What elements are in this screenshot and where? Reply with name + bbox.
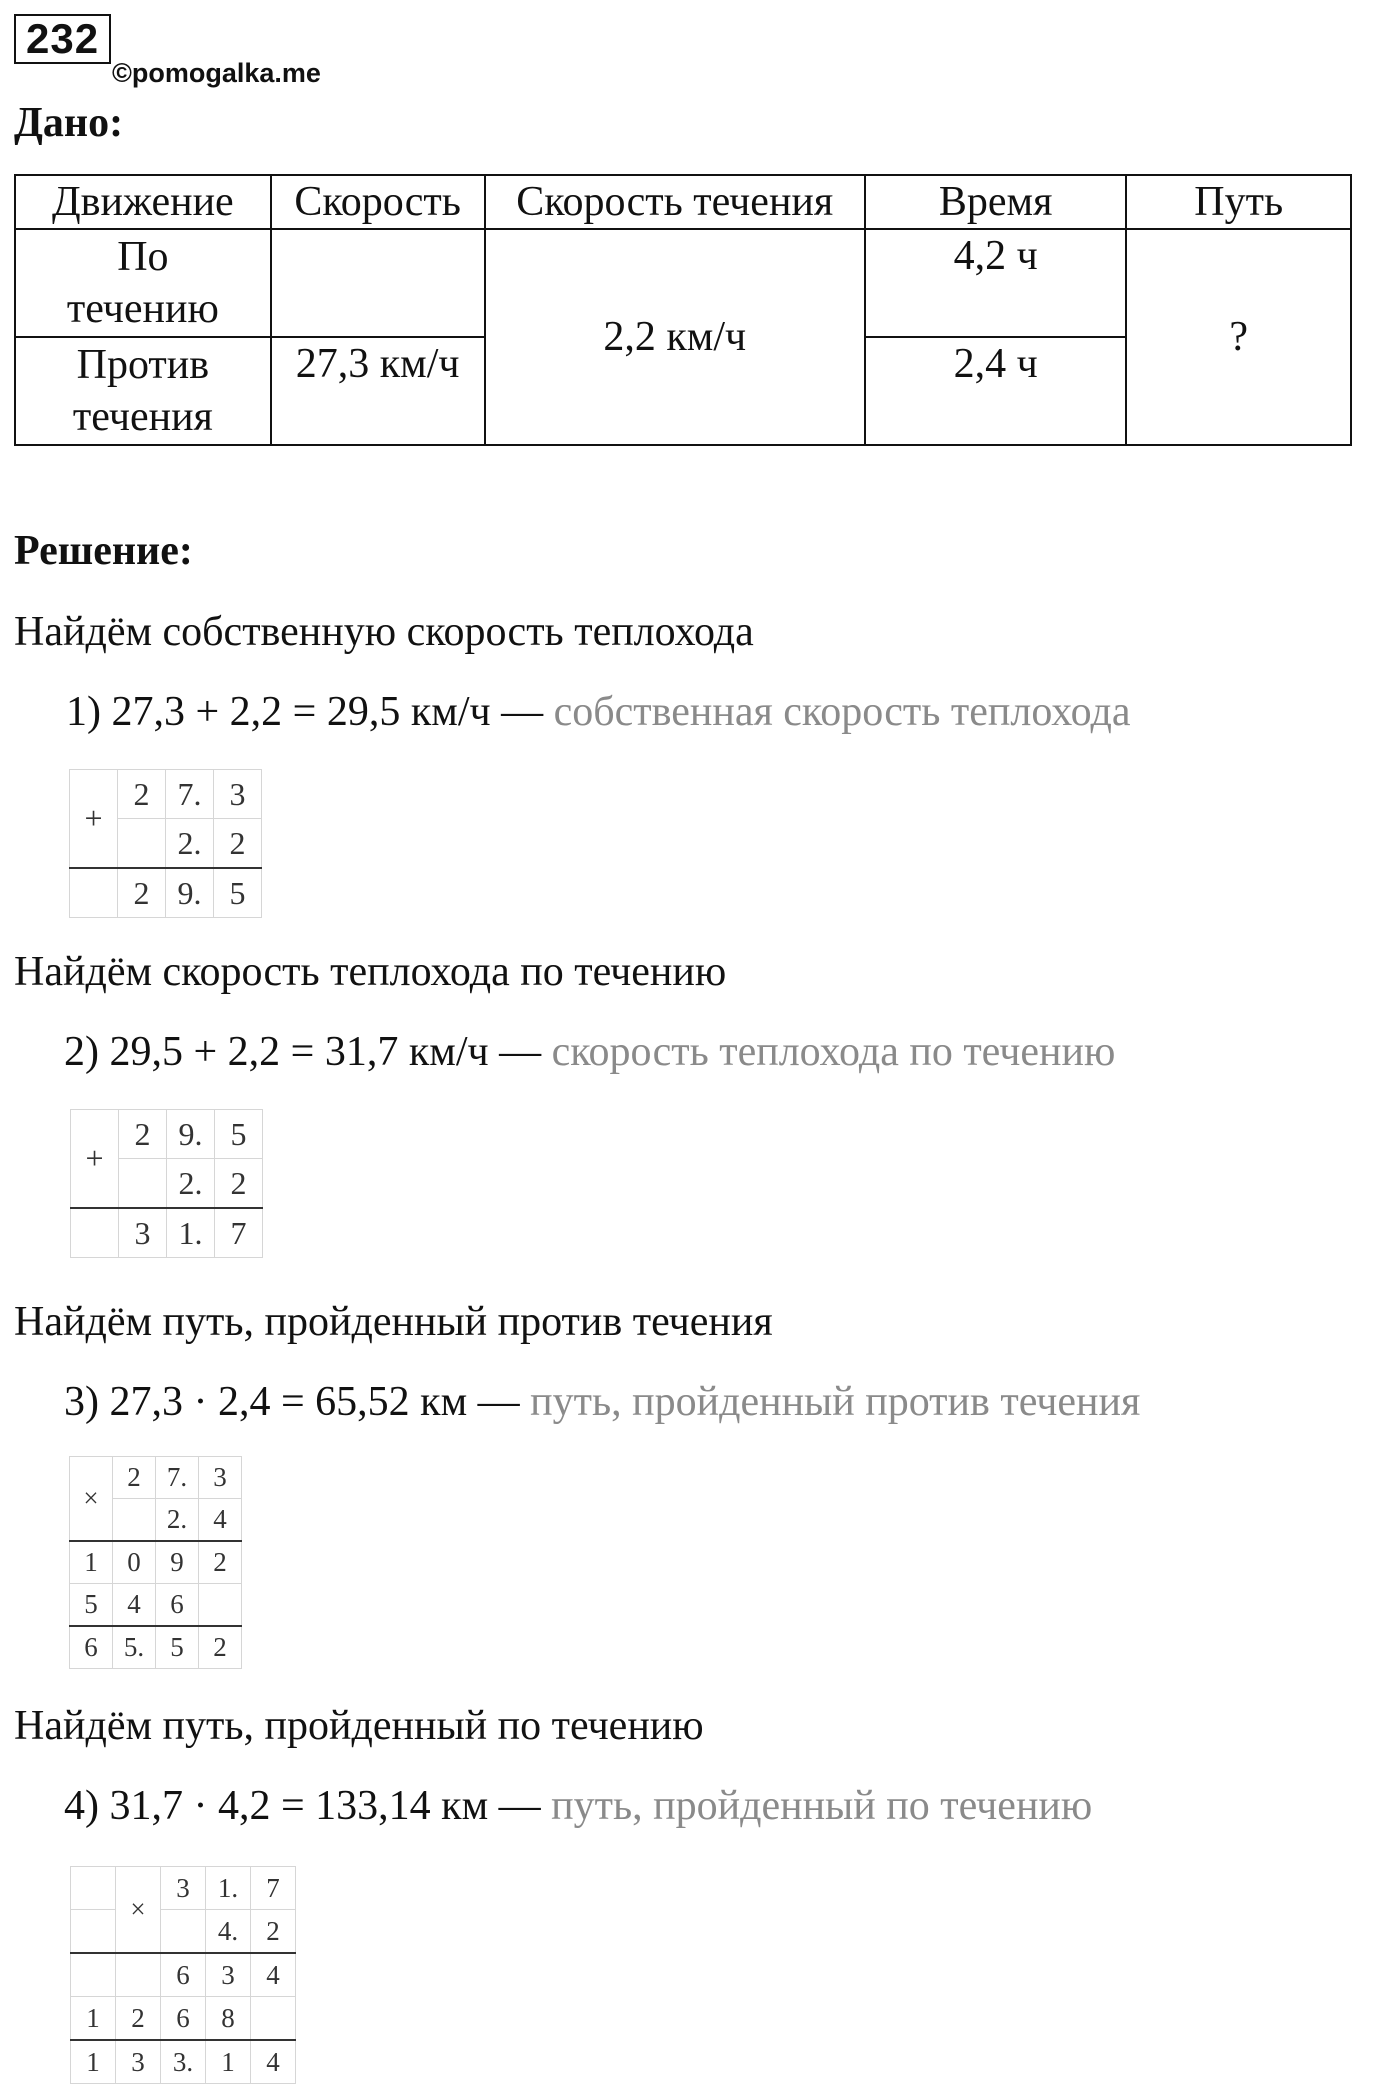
step3-column-calc (69, 1456, 242, 1669)
calc-digit (119, 1159, 167, 1209)
calc-empty (71, 1910, 116, 1954)
task-number: 232 (14, 14, 111, 64)
movement-upstream (15, 337, 271, 445)
calc-digit: 1 (206, 2040, 251, 2084)
calc-digit: 6 (156, 1584, 199, 1627)
calc-digit: 3 (199, 1457, 242, 1499)
time-upstream: 2,4 ч (865, 337, 1127, 445)
calc-row (71, 1867, 296, 1910)
calc-row (70, 1457, 242, 1499)
header-current-speed: Скорость течения (485, 175, 865, 229)
calc-row (70, 1584, 242, 1627)
calc-digit: 9 (156, 1541, 199, 1584)
step4-line (64, 1782, 1092, 1830)
current-speed-cell: 2,2 км/ч (485, 229, 865, 445)
calc-digit: 4 (199, 1499, 242, 1542)
calc-result-row (70, 1626, 242, 1669)
calc-digit: 1. (206, 1867, 251, 1910)
calc-digit: 6 (161, 1953, 206, 1997)
multiply-sign: × (116, 1867, 161, 1954)
calc-digit (118, 819, 166, 869)
header-speed: Скорость (271, 175, 485, 229)
calc-digit: 2 (118, 770, 166, 819)
calc-digit: 2. (156, 1499, 199, 1542)
step2-intro: Найдём скорость теплохода по течению (14, 949, 727, 995)
step4-column-calc (70, 1866, 296, 2084)
movement-downstream-line1: По (117, 234, 169, 280)
calc-row (70, 1541, 242, 1584)
calc-digit (71, 1953, 116, 1997)
watermark: ©pomogalka.me (112, 58, 321, 88)
calc-result-row (71, 2040, 296, 2084)
step2-line (64, 1028, 1115, 1076)
calc-digit: 5 (214, 868, 262, 918)
movement-upstream-line2: течения (72, 394, 213, 440)
plus-sign: + (71, 1110, 119, 1209)
calc-digit: 2 (215, 1159, 263, 1209)
calc-row (71, 1910, 296, 1954)
solution-heading: Решение: (14, 528, 193, 574)
time-downstream: 4,2 ч (865, 229, 1127, 337)
calc-digit: 5 (156, 1626, 199, 1669)
step3-intro: Найдём путь, пройденный против течения (14, 1299, 773, 1345)
step2-equation: 2) 29,5 + 2,2 = 31,7 км/ч — (64, 1029, 542, 1075)
calc-digit: 1 (70, 1541, 113, 1584)
step3-line (64, 1378, 1140, 1426)
step2-note: скорость теплохода по течению (551, 1029, 1116, 1075)
calc-digit: 2 (214, 819, 262, 869)
calc-digit: 1 (71, 2040, 116, 2084)
step1-note: собственная скорость теплохода (553, 689, 1131, 735)
calc-digit: 3 (119, 1208, 167, 1258)
calc-digit: 2 (119, 1110, 167, 1159)
step1-column-calc (69, 769, 262, 918)
movement-upstream-line1: Против (76, 342, 210, 388)
step4-note: путь, пройденный по течению (551, 1783, 1093, 1829)
step4-intro: Найдём путь, пройденный по течению (14, 1703, 704, 1749)
calc-digit: 8 (206, 1997, 251, 2041)
calc-empty (71, 1867, 116, 1910)
movement-downstream (15, 229, 271, 337)
given-heading: Дано: (14, 100, 124, 146)
multiply-sign: × (70, 1457, 113, 1542)
calc-digit: 5. (113, 1626, 156, 1669)
step1-line (66, 688, 1130, 736)
calc-result-row (70, 868, 262, 918)
calc-digit: 3 (214, 770, 262, 819)
calc-digit: 2 (116, 1997, 161, 2041)
calc-digit: 6 (70, 1626, 113, 1669)
calc-row (71, 1997, 296, 2041)
calc-digit: 7. (156, 1457, 199, 1499)
calc-digit: 3 (116, 2040, 161, 2084)
calc-digit: 7. (166, 770, 214, 819)
calc-result-row (71, 1208, 263, 1258)
calc-digit (116, 1953, 161, 1997)
header-movement: Движение (15, 175, 271, 229)
step2-column-calc (70, 1109, 263, 1258)
calc-digit: 1 (71, 1997, 116, 2041)
speed-upstream: 27,3 км/ч (271, 337, 485, 445)
calc-digit (161, 1910, 206, 1954)
step1-intro: Найдём собственную скорость теплохода (14, 609, 754, 655)
table-row (15, 229, 1351, 337)
calc-digit: 4 (113, 1584, 156, 1627)
calc-digit: 0 (113, 1541, 156, 1584)
calc-row (71, 1953, 296, 1997)
step4-equation: 4) 31,7 · 4,2 = 133,14 км — (64, 1783, 541, 1829)
calc-digit: 4 (251, 1953, 296, 1997)
calc-digit: 3 (206, 1953, 251, 1997)
calc-digit: 3 (161, 1867, 206, 1910)
header-distance: Путь (1126, 175, 1351, 229)
calc-digit: 2 (118, 868, 166, 918)
step3-equation: 3) 27,3 · 2,4 = 65,52 км — (64, 1379, 520, 1425)
calc-digit: 5 (215, 1110, 263, 1159)
calc-digit (199, 1584, 242, 1627)
speed-downstream-empty (271, 229, 485, 337)
calc-row (70, 770, 262, 819)
table-header-row (15, 175, 1351, 229)
calc-digit: 6 (161, 1997, 206, 2041)
calc-digit (113, 1499, 156, 1542)
calc-digit: 3. (161, 2040, 206, 2084)
given-table (14, 174, 1352, 446)
calc-digit: 2 (199, 1626, 242, 1669)
calc-digit: 5 (70, 1584, 113, 1627)
calc-digit: 2. (166, 819, 214, 869)
distance-cell: ? (1126, 229, 1351, 445)
calc-digit: 4. (206, 1910, 251, 1954)
calc-digit: 2. (167, 1159, 215, 1209)
calc-digit (251, 1997, 296, 2041)
step1-equation: 1) 27,3 + 2,2 = 29,5 км/ч — (66, 689, 544, 735)
calc-row (71, 1110, 263, 1159)
header-time: Время (865, 175, 1127, 229)
calc-digit: 9. (167, 1110, 215, 1159)
plus-sign: + (70, 770, 118, 869)
calc-digit: 1. (167, 1208, 215, 1258)
calc-digit: 2 (199, 1541, 242, 1584)
calc-digit: 2 (113, 1457, 156, 1499)
step3-note: путь, пройденный против течения (530, 1379, 1141, 1425)
calc-digit: 9. (166, 868, 214, 918)
calc-digit: 7 (215, 1208, 263, 1258)
movement-downstream-line2: течению (66, 286, 219, 332)
calc-digit: 4 (251, 2040, 296, 2084)
calc-empty (71, 1208, 119, 1258)
calc-digit: 2 (251, 1910, 296, 1954)
calc-empty (70, 868, 118, 918)
calc-digit: 7 (251, 1867, 296, 1910)
